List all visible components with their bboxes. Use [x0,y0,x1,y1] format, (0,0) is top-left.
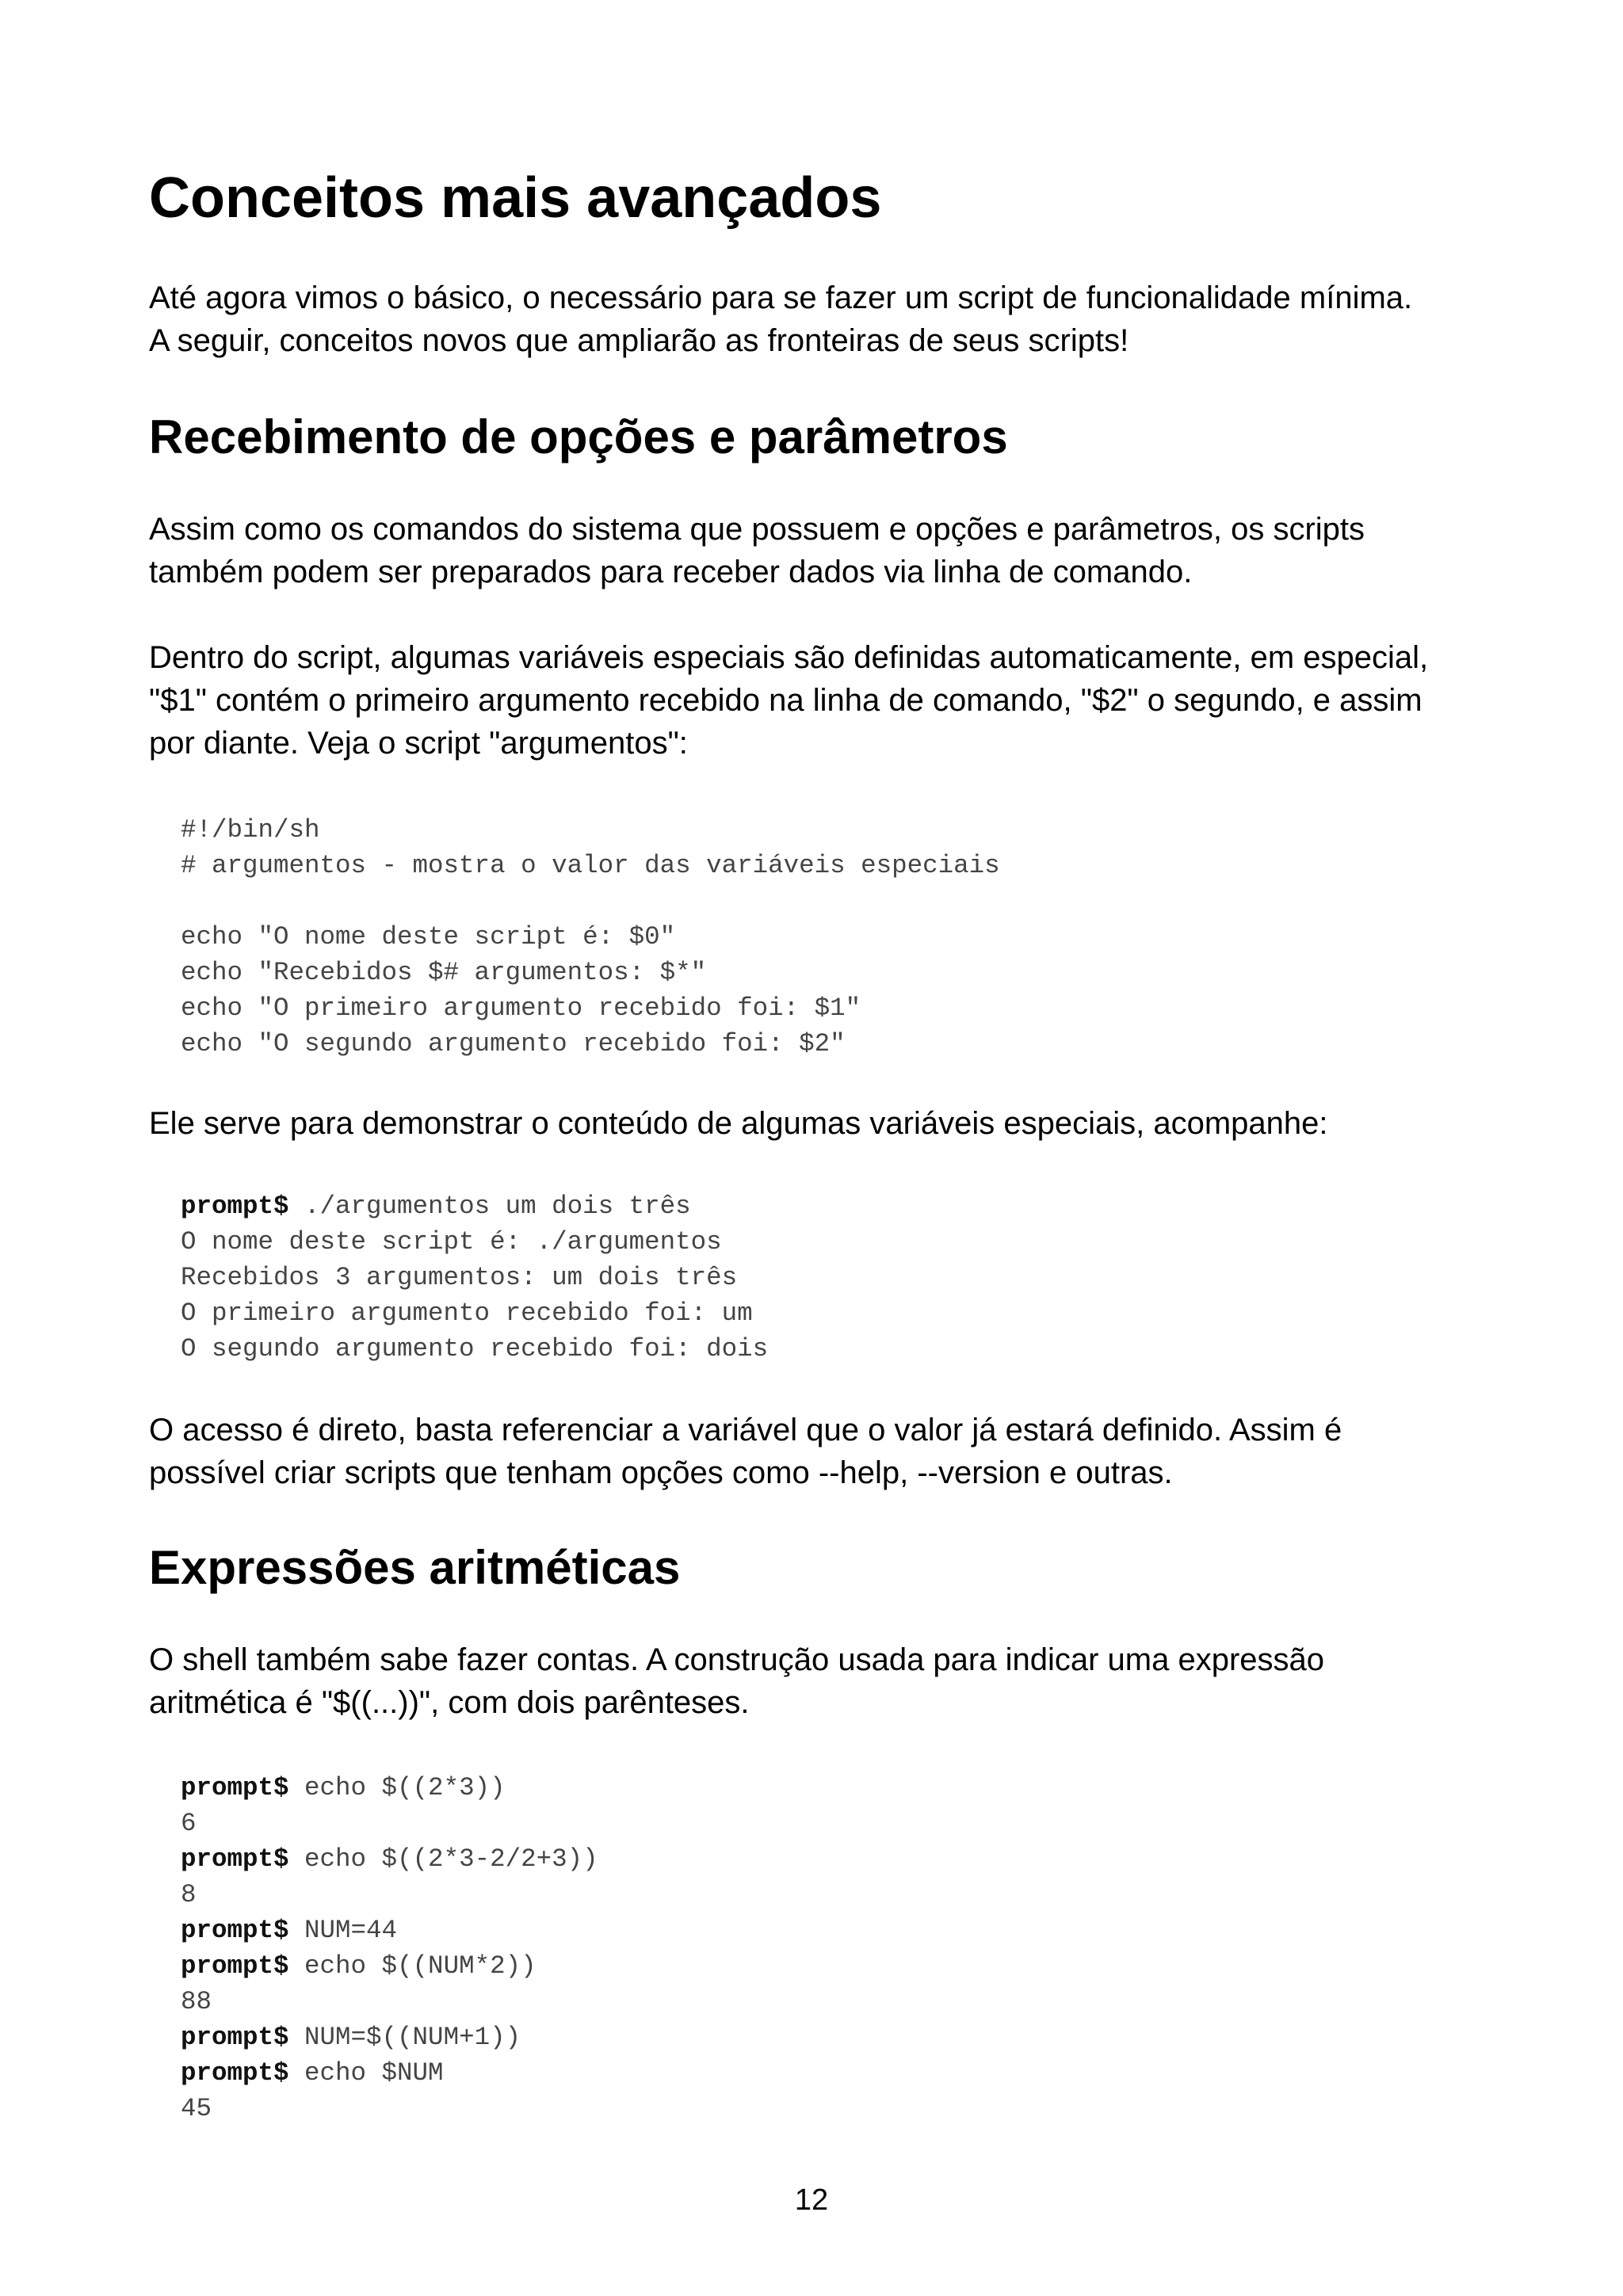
code-output-line: 88 [181,1987,212,2016]
code-command: NUM=$((NUM+1)) [288,2023,521,2052]
arith-code-block [181,1770,598,2126]
shell-prompt: prompt$ [181,2058,289,2088]
shell-prompt: prompt$ [181,1916,289,1945]
page-number: 12 [794,2183,829,2217]
paragraph-line: Dentro do script, algumas variáveis especiais são definidas automaticamente, em especial, [149,640,1429,675]
options-paragraph-3 [149,1102,1328,1145]
intro-paragraph [149,277,1412,362]
code-line: # argumentos - mostra o valor das variáveis especiais [181,851,1000,880]
code-output-line: O primeiro argumento recebido foi: um [181,1299,753,1328]
options-paragraph-2 [149,636,1428,765]
code-command: echo $((2*3)) [288,1773,506,1802]
section-title: Conceitos mais avançados [149,166,882,230]
paragraph-line: aritmética é "$((...))", com dois parênteses. [149,1685,750,1720]
code-line: #!/bin/sh [181,815,320,845]
paragraph-line: O acesso é direto, basta referenciar a variável que o valor já estará definido. Assim é [149,1413,1342,1447]
code-command: echo $NUM [288,2058,444,2088]
code-output-line: Recebidos 3 argumentos: um dois três [181,1263,738,1292]
code-output-line: 6 [181,1809,197,1838]
paragraph-line: O shell também sabe fazer contas. A construção usada para indicar uma expressão [149,1642,1325,1677]
paragraph-line: também podem ser preparados para receber dados via linha de comando. [149,555,1193,589]
code-output-line: 8 [181,1880,197,1909]
code-line: echo "Recebidos $# argumentos: $*" [181,958,707,987]
code-output-line: 45 [181,2094,212,2123]
code-line: echo "O segundo argumento recebido foi: $2" [181,1029,846,1058]
paragraph-line: Ele serve para demonstrar o conteúdo de algumas variáveis especiais, acompanhe: [149,1106,1328,1141]
intro-line: Até agora vimos o básico, o necessário para se fazer um script de funcionalidade mínima. [149,280,1413,315]
paragraph-line: possível criar scripts que tenham opções como --help, --version e outras. [149,1455,1173,1490]
paragraph-line: Assim como os comandos do sistema que possuem e opções e parâmetros, os scripts [149,512,1365,547]
code-command: NUM=44 [288,1916,398,1945]
shell-prompt: prompt$ [181,2023,289,2052]
code-command: echo $((NUM*2)) [288,1951,537,1981]
intro-line: A seguir, conceitos novos que ampliarão as fronteiras de seus scripts! [149,323,1129,358]
script-code-block [181,812,1000,1062]
run-code-block [181,1188,768,1367]
code-line: echo "O nome deste script é: $0" [181,922,676,952]
code-command: echo $((2*3-2/2+3)) [288,1844,598,1874]
shell-prompt: prompt$ [181,1192,289,1221]
options-paragraph-4 [149,1409,1342,1494]
paragraph-line: por diante. Veja o script "argumentos": [149,726,688,761]
code-command: ./argumentos um dois três [288,1192,691,1221]
shell-prompt: prompt$ [181,1951,289,1981]
subsection-title-arith: Expressões aritméticas [149,1541,681,1594]
code-line: echo "O primeiro argumento recebido foi: $1" [181,994,861,1023]
subsection-title-options: Recebimento de opções e parâmetros [149,410,1008,463]
options-paragraph-1 [149,508,1365,593]
shell-prompt: prompt$ [181,1773,289,1802]
paragraph-line: "$1" contém o primeiro argumento recebido na linha de comando, "$2" o segundo, e assim [149,683,1423,718]
shell-prompt: prompt$ [181,1844,289,1874]
code-output-line: O segundo argumento recebido foi: dois [181,1334,769,1363]
code-output-line: O nome deste script é: ./argumentos [181,1227,722,1257]
arith-paragraph-1 [149,1638,1324,1724]
